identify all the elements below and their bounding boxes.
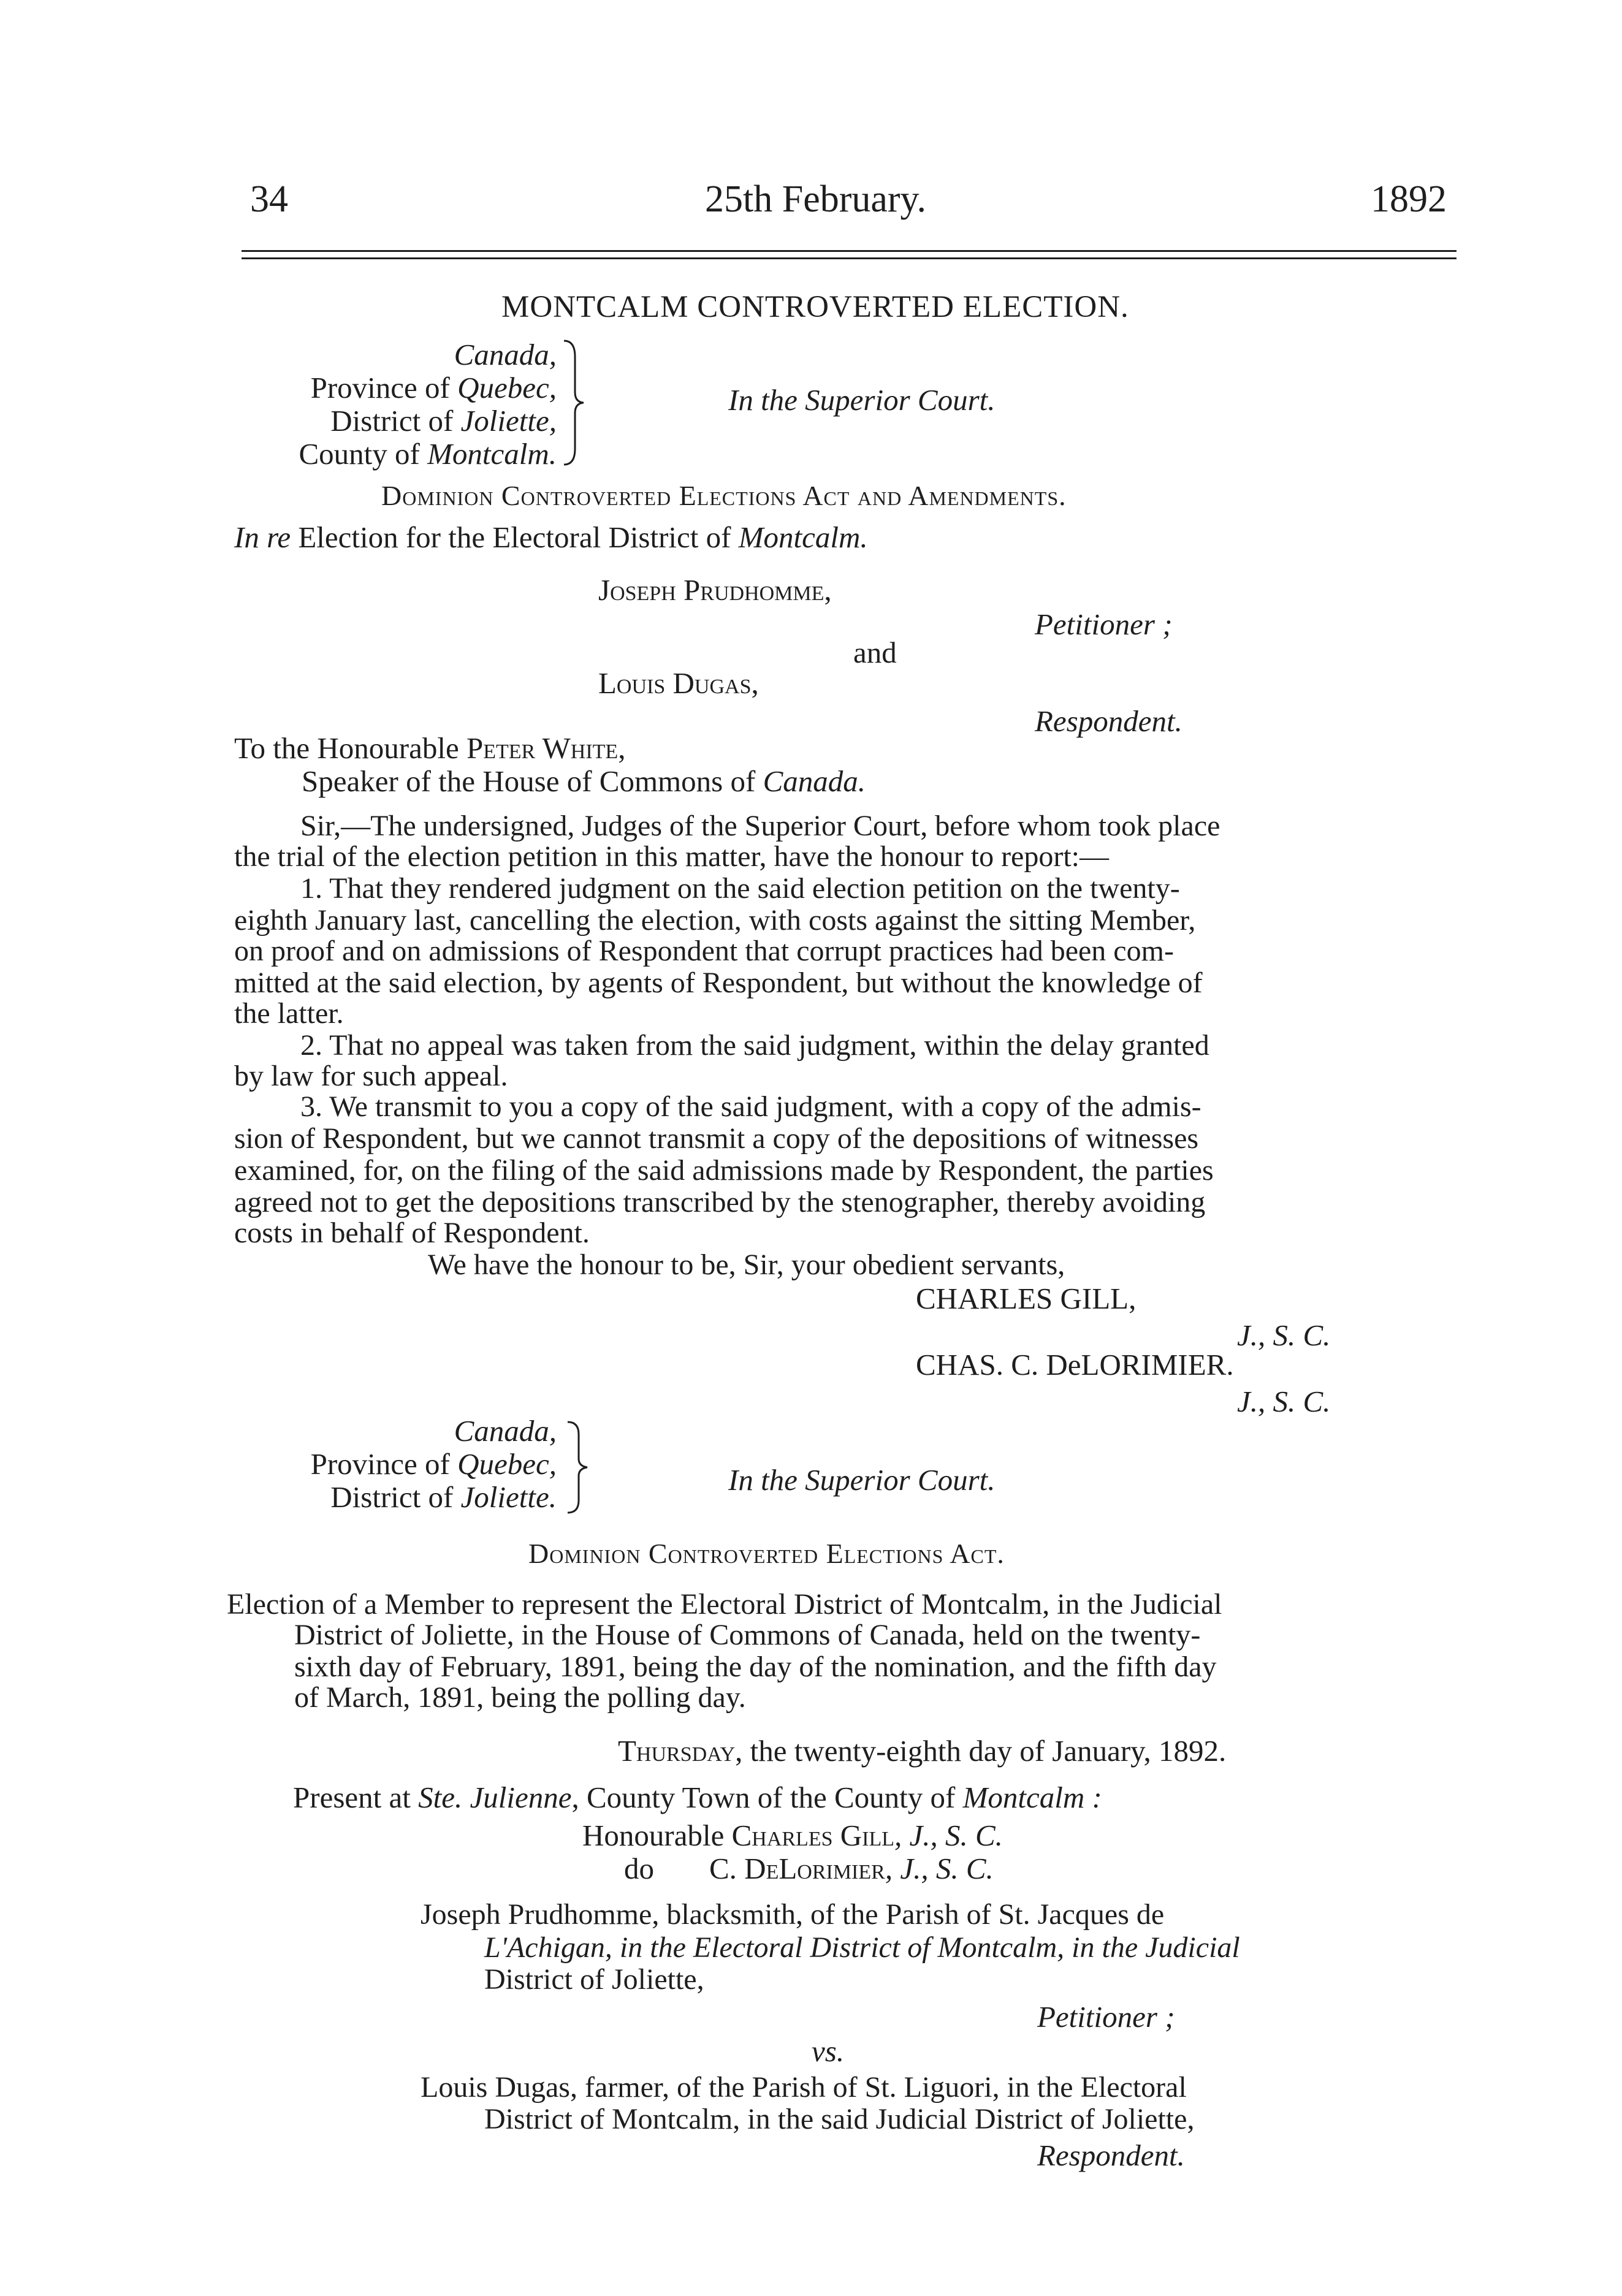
court-1: In the Superior Court. <box>728 383 996 417</box>
vs-text: vs. <box>812 2034 845 2068</box>
in-re-line: In re Election for the Electoral District of Montcalm. <box>234 520 868 554</box>
body-line: 3. We transmit to you a copy of the said judgment, with a copy of the admis- <box>300 1090 1201 1123</box>
body-line: We have the honour to be, Sir, your obedient servants, <box>428 1249 1065 1281</box>
jurisdiction-block-1 <box>256 338 557 471</box>
act-title-2: Dominion Controverted Elections Act. <box>528 1538 1005 1569</box>
and-text: and <box>853 636 897 669</box>
body-line: the trial of the election petition in this matter, have the honour to report:— <box>234 840 1110 873</box>
body-line: sion of Respondent, but we cannot transmit a copy of the depositions of witnesses <box>234 1122 1199 1155</box>
respondent-line: Louis Dugas, farmer, of the Parish of St. Liguori, in the Electoral <box>421 2071 1187 2104</box>
body-line: Sir,—The undersigned, Judges of the Superior Court, before whom took place <box>300 810 1220 842</box>
present-line: Present at Ste. Julienne, County Town of the County of Montcalm : <box>293 1781 1102 1814</box>
election-line: of March, 1891, being the polling day. <box>294 1681 746 1714</box>
jurisdiction-district: District of Joliette, <box>330 404 557 438</box>
address-line-2: Speaker of the House of Commons of Canada. <box>302 764 866 798</box>
jurisdiction-province: Province of Quebec, <box>310 371 557 405</box>
brace-1 <box>562 338 586 467</box>
header-rule-top <box>242 250 1456 252</box>
signer-2: CHAS. C. DeLORIMIER. <box>916 1348 1234 1382</box>
body-line: examined, for, on the filing of the said admissions made by Respondent, the parties <box>234 1154 1214 1187</box>
signer-1: CHARLES GILL, <box>916 1282 1137 1315</box>
petitioner-line: District of Joliette, <box>484 1963 704 1996</box>
petitioner-name-1: Joseph Prudhomme, <box>598 573 832 607</box>
petitioner-label-2: Petitioner ; <box>1037 2000 1175 2034</box>
respondent-line: District of Montcalm, in the said Judicial District of Joliette, <box>484 2103 1195 2135</box>
election-line: Election of a Member to represent the Electoral District of Montcalm, in the Judicial <box>227 1588 1222 1621</box>
body-line: by law for such appeal. <box>234 1060 508 1092</box>
body-line: mitted at the said election, by agents of Respondent, but without the knowledge of <box>234 967 1203 999</box>
page-number: 34 <box>250 178 288 220</box>
signer-2-title: J., S. C. <box>1237 1385 1331 1418</box>
body-line: 2. That no appeal was taken from the said judgment, within the delay granted <box>300 1029 1209 1062</box>
jurisdiction-canada-2: Canada, <box>454 1414 557 1448</box>
body-line: agreed not to get the depositions transcribed by the stenographer, thereby avoiding <box>234 1186 1206 1218</box>
court-2: In the Superior Court. <box>728 1463 996 1497</box>
act-title-1: Dominion Controverted Elections Act and Amendments. <box>381 480 1067 511</box>
jurisdiction-district-2: District of Joliette. <box>330 1480 557 1514</box>
header-rule-bottom <box>242 257 1456 259</box>
jurisdiction-province-2: Province of Quebec, <box>310 1447 557 1481</box>
page-year: 1892 <box>1371 178 1447 220</box>
jurisdiction-block-2 <box>256 1415 557 1514</box>
body-line: 1. That they rendered judgment on the said election petition on the twenty- <box>300 872 1180 905</box>
judge-2: do C. DeLorimier, J., S. C. <box>624 1852 994 1885</box>
body-line: costs in behalf of Respondent. <box>234 1217 590 1249</box>
body-line: the latter. <box>234 997 344 1030</box>
body-line: on proof and on admissions of Respondent that corrupt practices had been com- <box>234 935 1174 967</box>
jurisdiction-canada: Canada, <box>454 338 557 371</box>
respondent-label-1: Respondent. <box>1035 704 1182 738</box>
signer-1-title: J., S. C. <box>1237 1318 1331 1352</box>
hearing-date: Thursday, the twenty-eighth day of January, 1892. <box>618 1734 1227 1768</box>
jurisdiction-county: County of Montcalm. <box>299 437 557 471</box>
respondent-name-1: Louis Dugas, <box>598 666 759 700</box>
respondent-label-2: Respondent. <box>1037 2138 1185 2172</box>
election-line: District of Joliette, in the House of Commons of Canada, held on the twenty- <box>294 1619 1201 1651</box>
petitioner-line: L'Achigan, in the Electoral District of Montcalm, in the Judicial <box>484 1931 1240 1964</box>
body-line: eighth January last, cancelling the election, with costs against the sitting Member, <box>234 904 1196 937</box>
petitioner-label-1: Petitioner ; <box>1035 607 1173 641</box>
address-line-1: To the Honourable Peter White, <box>234 731 626 765</box>
election-line: sixth day of February, 1891, being the day of the nomination, and the fifth day <box>294 1651 1217 1683</box>
page-date: 25th February. <box>705 178 927 220</box>
petitioner-line: Joseph Prudhomme, blacksmith, of the Parish of St. Jacques de <box>421 1898 1165 1931</box>
judge-1: Honourable Charles Gill, J., S. C. <box>582 1819 1003 1852</box>
brace-2 <box>565 1420 590 1515</box>
notice-title: MONTCALM CONTROVERTED ELECTION. <box>501 290 1129 324</box>
